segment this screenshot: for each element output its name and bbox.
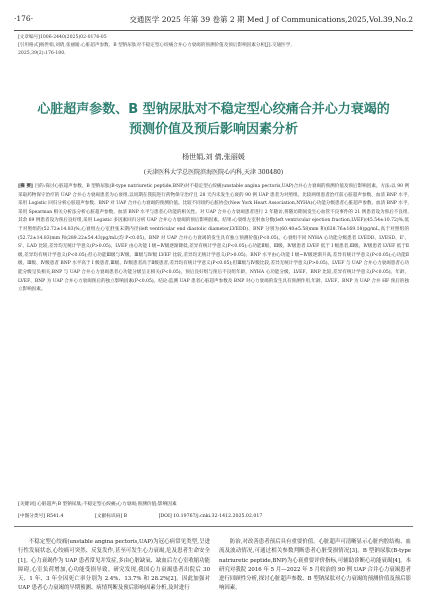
- page-number: ·176·: [14, 14, 34, 23]
- abstract-rule: [14, 526, 413, 527]
- document-code: [文献标识码] B: [95, 514, 128, 519]
- keywords: [18, 501, 409, 507]
- journal-citation: 交通医学 2025 年第 39 卷第 2 期 Med J of Communications,2025,Vol.39,No.2: [129, 15, 413, 24]
- keywords-label: [关键词]: [18, 502, 36, 507]
- body-paragraph: 不稳定型心绞痛(unstable angina pectoris,UAP)为冠心病常见类型,呈进行性发展状态,心绞痛可突然、反复发作,甚至可发生心力衰竭,危及患者生命安全[1]。心力衰竭作为 UAP 患者常见并发症,多由心脏缺氧、缺血后左心室收缩功能障碍,心室负荷增加,心功能受损导致。研究发现,我国心力衰竭患者出院后 30 天、1 年、3 年全因死亡率分别为 2.4%、13.7% 和 28.2%[2]。因此加强对 UAP 患者心力衰竭的早期预测、病情判断及预后影响因素分析,及时进行: [18, 539, 210, 592]
- body-paragraph: 防治,对改善患者预后具有重要价值。心脏超声可清晰显示心脏内腔结构、血流及波动情况,可通过相关参数判断患者心脏受损情况[3]。B 型钠尿肽(B-type natriuretic peptide,BNP)为心衰重要评价指标,可辅助诊断心功能衰竭[4]。本研究对我院 2016 年 5 月—2022 年 5 月收治的 90 例 UAP 合并心力衰竭患者进行回顾性分析,探讨心脏超声参数、B 型钠尿肽对心力衰竭的预测价值及预后影响因素。: [219, 539, 411, 592]
- body-column-left: [18, 538, 210, 594]
- doi: [DOI] 10.19767/j.cnki.32-1412.2025.02.017: [158, 514, 263, 519]
- abstract-text: 目的:探讨心脏超声参数、B 型钠尿肽(B-type natriuretic peptide,BNP)对不稳定型心绞痛(unstable angina pectoris,UAP)合并心力衰竭的预测价值及预后影响因素。方法:以 90 例采取药物保守治疗的 UAP 合并心力衰竭患者为心衰组,以同期在我院进行药物保守治疗且 28 天内未发生心衰的 90 例 UAP 患者为对照组。比较两组患者治疗前心脏超声参数、血清 BNP 水平,采用 Logistic 回归分析心脏超声参数、BNP 对 UAP 合并心力衰竭的预测价值。比较不同纽约心脏协会(New York Heart Association,NYHA)心功能分级患者心脏超声参数、血清 BNP 水平,采用 Spearman 相关分析法分析心脏超声参数、血清 BNP 水平与患者心功能的相关性。对 UAP 合并心力衰竭患者进行 2 年随访,将随访期间发生心血管不良事件的 21 例患者设为预后不良组,其余 69 例患者设为预后良好组,采用 Logistic 多因素回归分析 UAP 合并心力衰竭的预后影响因素。结果:心衰组左室射血分数(left ventricular ejection fraction,LVEF)(45.54±10.72)%,低于对照组的(52.72±14.83)%,心衰组左心室舒张末期内径(left ventricular end diastolic diameter,LVEDD)、BNP 分别为(60.40±5.58)mm 和(638.76±169.18)pg/mL,高于对照组的(52.72±14.83)mm 和(289.22±54.43)pg/mL(均 P<0.05)。BNP 对 UAP 合并心力衰竭的发生具有独立预测价值(P<0.05)。心衰组不同 NYHA 心功能分级患者 LVEDD、LVESD、E'、S'、LAD 比较,差异均无统计学意义(P>0.05)。LVEF 由心功能 I 级~Ⅳ级逐渐降低,差异有统计学意义(P<0.05);心功能Ⅱ级、Ⅲ级、Ⅳ级患者 LVEF 低于 I 级患者,Ⅲ级、Ⅳ级患者 LVEF 低于Ⅱ级,差异均有统计学意义(P<0.05);但心功能Ⅲ级与Ⅳ级、Ⅲ级与Ⅳ级 LVEF 比较,差异均无统计学意义(P>0.05)。BNP 水平由心功能 I 级~Ⅳ级逐渐升高,差异有统计学意义(P<0.05);心功能Ⅱ级、Ⅲ级、Ⅳ级患者 BNP 水平高于 I 级患者,Ⅲ级、Ⅳ级患者高于Ⅱ级患者,差异均有统计学意义(P<0.05);但Ⅲ级与Ⅳ级比较,差异无统计学意义(P>0.05)。LVEF 与 UAP 合并心力衰竭患者心功能分级呈负相关,BNP 与 UAP 合并心力衰竭患者心功能分级呈正相关(P<0.05)。预后良好组与预后不良组年龄、NYHA 心功能分级、LVEF、BNP 比较,差异有统计学意义(P<0.05)。年龄、LVEF、BNP 为 UAP 合并心力衰竭预后的独立影响因素(P<0.05)。结论:监测 UAP 患者心脏超声参数及 BNP 对心力衰竭的发生具有预测作用,年龄、LVEF、BNP 为 UAP 合并 HF 预后的独立影响因素。: [18, 184, 410, 293]
- article-number: [文章编号]1006-2440(2025)02-0176-05: [18, 35, 107, 40]
- clc-number: [中图分类号] R541.4: [18, 514, 64, 519]
- affiliation: (天津医科大学总医院滨海医院心内科,天津 300480): [143, 169, 284, 176]
- abstract-label: [摘 要]: [18, 184, 34, 189]
- article-title: [20, 100, 407, 140]
- authors: 杨世娟,刘 倩,张丽媛: [182, 153, 245, 161]
- article-title-line1: 心脏超声参数、B 型钠尿肽对不稳定型心绞痛合并心力衰竭的: [37, 102, 390, 117]
- page-header: [14, 12, 413, 26]
- article-title-line2: 预测价值及预后影响因素分析: [128, 122, 298, 137]
- citation-format-line2: 2025,39(2):176-180.: [18, 51, 66, 56]
- classification-line: [18, 513, 409, 519]
- citation-format-line1: [引用格式]杨世娟,刘倩,张丽媛.心脏超声参数、B 型钠尿肽对不稳定型心绞痛合并心力衰竭的预测价值及预后影响因素分析[J].交通医学,: [18, 43, 292, 48]
- abstract: [18, 183, 409, 295]
- keywords-text: 心脏超声;B 型钠尿肽;不稳定型心绞痛;心力衰竭;预测价值;影响因素: [37, 502, 177, 507]
- body-column-right: [219, 538, 411, 594]
- header-rule: [14, 30, 413, 31]
